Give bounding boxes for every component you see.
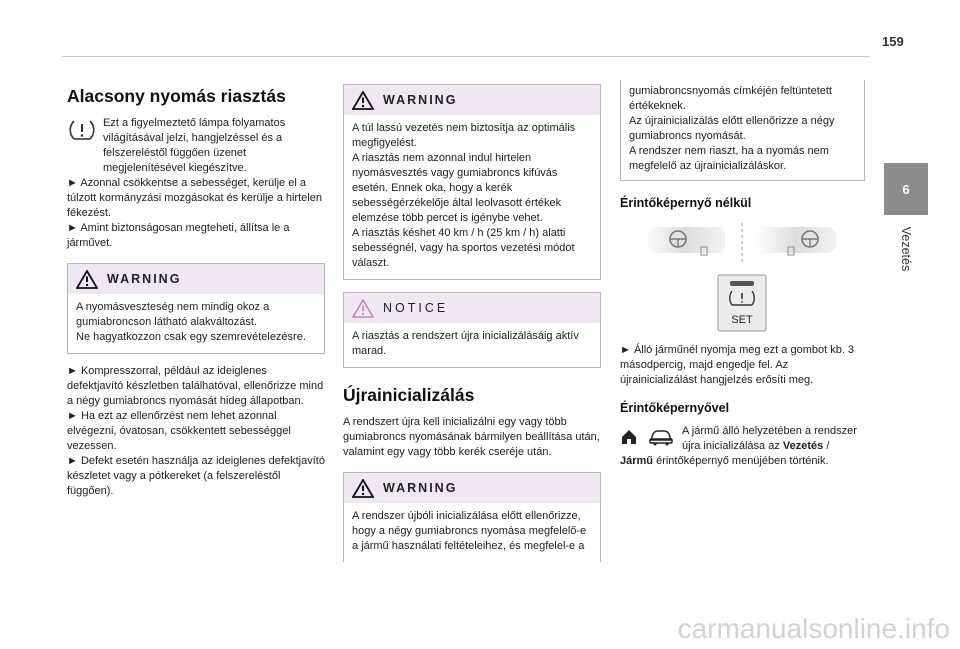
warning-box-1 [67, 263, 325, 354]
chapter-tab[interactable]: 6 [884, 163, 928, 215]
warning-line: Ne hagyatkozzon csak egy szemrevételezésre. [76, 331, 306, 343]
notice-body [344, 323, 600, 367]
warning-body [68, 294, 324, 353]
warning-text: A rendszer újbóli inicializálása előtt ellenőrizze, hogy a négy gumiabroncs nyomása megfelelő-e a jármű használati feltételeihez, és megfelel-e a [352, 510, 587, 552]
home-icon [620, 428, 638, 446]
warning-header [344, 85, 600, 115]
bullet-reduce-speed: ► Azonnal csökkentse a sebességet, kerülje el a túlzott kormányzási mozgásokat és kerülje a hirtelen fékezést. [67, 177, 322, 219]
intro-row [67, 116, 325, 176]
intro-text: Ezt a figyelmeztető lámpa folyamatos világításával jelzi, hangjelzéssel és a felszereléstől függően üzenet megjelenítésével kiegészítve. [103, 117, 286, 174]
warning-triangle-icon [76, 270, 98, 289]
chapter-title: Vezetés [899, 226, 914, 272]
column-2 [343, 80, 601, 572]
notice-triangle-icon [352, 299, 374, 318]
touchscreen-text-a: A jármű álló helyzetében a rendszer újra inicializálása az [682, 425, 857, 452]
continuation-line: gumiabroncsnyomás címkéjén feltüntetett értékeknek. [629, 85, 832, 112]
notice-text: A riasztás a rendszert újra inicializálásáig aktív marad. [352, 330, 579, 357]
page-number: 159 [882, 34, 904, 49]
menu-name-driving: Vezetés [782, 440, 824, 452]
warning-triangle-icon [352, 91, 374, 110]
subsection-title-touchscreen: Érintőképernyővel [620, 401, 730, 415]
column-3 [620, 80, 865, 469]
warning-line: A riasztás késhet 40 km / h (25 km / h) alatti sebességnél, vagy ha sportos vezetési módot választ. [352, 227, 575, 269]
touchscreen-text-b: érintőképernyő menüjében történik. [653, 455, 829, 467]
set-button-illustration [620, 219, 865, 337]
menu-name-vehicle: Jármű [620, 455, 654, 467]
car-icon [648, 428, 674, 446]
bullet-stop-vehicle: ► Amint biztonságosan megteheti, állítsa le a járművet. [67, 222, 290, 249]
header-rule [62, 56, 870, 57]
tyre-pressure-warning-icon [67, 118, 97, 142]
bullet-check-pressure: ► Kompresszorral, például az ideiglenes defektjavító készletben találhatóval, ellenőrizze mind a négy gumiabroncs nyomását hideg állapotban. [67, 365, 324, 407]
section-title-reinit: Újrainicializálás [343, 385, 475, 405]
warning-box-3 [343, 472, 601, 562]
notice-title: NOTICE [383, 300, 449, 315]
warning-body [344, 503, 600, 562]
chapter-label [884, 214, 928, 284]
warning-header [344, 473, 600, 503]
reinit-text: A rendszert újra kell inicializálni egy vagy több gumiabroncs nyomásának bármilyen beállítása után, valamint egy vagy több kerék cseréje után. [343, 416, 600, 458]
warning-title: WARNING [107, 271, 182, 286]
notice-header [344, 293, 600, 323]
set-button-label[interactable]: SET [731, 314, 753, 326]
section-title-low-pressure: Alacsony nyomás riasztás [67, 86, 286, 106]
bullet-puncture: ► Defekt esetén használja az ideiglenes defektjavító készletet vagy a pótkereket (a felszereléstől függően). [67, 455, 325, 497]
warning-line: A nyomásveszteség nem mindig okoz a gumiabroncson látható alakváltozást. [76, 301, 270, 328]
menu-separator: / [823, 440, 830, 452]
warning-title: WARNING [383, 92, 458, 107]
continuation-line: A rendszer nem riaszt, ha a nyomás nem megfelelő az újrainicializáláskor. [629, 145, 829, 172]
bullet-drive-carefully: ► Ha ezt az ellenőrzést nem lehet azonnal elvégezni, óvatosan, csökkentett sebességgel vezessen. [67, 410, 291, 452]
warning-line: A riasztás nem azonnal indul hirtelen nyomásvesztés vagy gumiabroncs kifúvás esetén. Ennek oka, hogy a kerék sebességérzékelője által leolvasott értékek elemzése több percet is igénybe vehet. [352, 152, 562, 224]
continuation-line: Az újrainicializálás előtt ellenőrizze a négy gumiabroncs nyomását. [629, 115, 835, 142]
set-button-instruction: ► Álló járműnél nyomja meg ezt a gombot kb. 3 másodpercig, majd engedje fel. Az újrainicializálást hangjelzés erősíti meg. [620, 344, 855, 386]
notice-box [343, 292, 601, 368]
warning-body [344, 115, 600, 279]
warning-triangle-icon [352, 479, 374, 498]
warning-header [68, 264, 324, 294]
menu-icons [620, 428, 674, 446]
warning-continuation-box [620, 80, 865, 181]
column-1 [67, 80, 325, 499]
touchscreen-paragraph [620, 424, 865, 469]
warning-box-2 [343, 84, 601, 280]
warning-title: WARNING [383, 480, 458, 495]
warning-line: A túl lassú vezetés nem biztosítja az optimális megfigyelést. [352, 122, 576, 149]
watermark: carmanualsonline.info [677, 613, 950, 644]
subsection-title-no-touchscreen: Érintőképernyő nélkül [620, 196, 752, 210]
